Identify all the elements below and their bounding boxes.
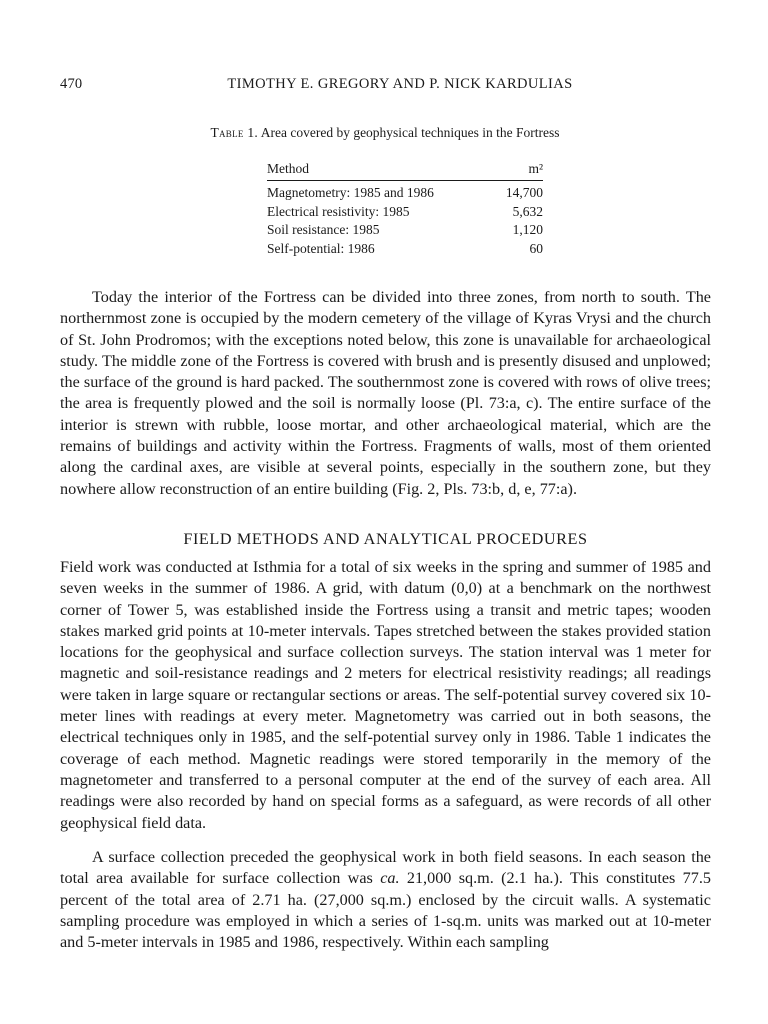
running-title: TIMOTHY E. GREGORY AND P. NICK KARDULIAS bbox=[227, 76, 573, 92]
table-row bbox=[267, 181, 543, 203]
paragraph-zones bbox=[60, 287, 711, 500]
table-cell-area: 60 bbox=[529, 240, 543, 256]
table-row bbox=[267, 221, 543, 240]
table-cell-method: Self-potential: 1986 bbox=[267, 240, 375, 256]
paragraph-field-work-text: Field work was conducted at Isthmia for a total of six weeks in the spring and summer of 1985 and seven weeks in the summer of 1986. A grid, with datum (0,0) at a benchmark on the northwest corner of Tower 5, was established inside the Fortress using a transit and metric tapes; wooden stakes marked grid points at 10-meter intervals. Tapes stretched between the stakes provided station locations for the geophysical and surface collection surveys. The station interval was 1 meter for magnetic and soil-resistance readings and 2 meters for electrical resistivity readings; all readings were taken in large square or rectangular sections or areas. The self-potential survey covered six 10-meter lines with readings at every meter. Magnetometry was carried out in both seasons, the electrical techniques only in 1985, and the self-potential survey only in 1986. Table 1 indicates the coverage of each method. Magnetic readings were stored temporarily in the memory of the magnetometer and transferred to a personal computer at the end of the survey of each area. All readings were also recorded by hand on special forms as a safeguard, as were records of all other geophysical field data. bbox=[60, 558, 711, 832]
paragraph-surface-collection-part-1: A surface collection preceded the geophysical work in both field seasons. In each season the total area available for surface collection was bbox=[60, 848, 711, 888]
paragraph-surface-collection bbox=[60, 847, 711, 953]
paragraph-field-work bbox=[60, 557, 711, 834]
paragraph-surface-collection-italic: ca. bbox=[380, 869, 400, 888]
column-header-method: Method bbox=[267, 160, 493, 181]
table-caption bbox=[60, 125, 710, 141]
running-head bbox=[60, 76, 710, 96]
table-row bbox=[267, 240, 543, 259]
table-caption-label: Table 1. bbox=[210, 125, 259, 140]
column-header-area: m² bbox=[493, 160, 543, 181]
paragraph-surface-collection-part-2: 21,000 sq.m. (2.1 ha.). This constitutes 77.5 percent of the total area of 2.71 ha. (27,000 sq.m.) enclosed by the circuit walls. A systematic sampling procedure was employed in which a series of 1-sq.m. units was marked out at 10-meter and 5-meter intervals in 1985 and 1986, respectively. Within each sampling bbox=[60, 869, 711, 952]
section-heading: FIELD METHODS AND ANALYTICAL PROCEDURES bbox=[183, 530, 588, 548]
table-cell-method: Soil resistance: 1985 bbox=[267, 222, 380, 237]
coverage-table bbox=[267, 160, 543, 258]
table-cell-method: Electrical resistivity: 1985 bbox=[267, 203, 410, 219]
table-cell-area: 5,632 bbox=[512, 203, 543, 219]
paragraph-zones-text: Today the interior of the Fortress can be divided into three zones, from north to south. The northernmost zone is occupied by the modern cemetery of the village of Kyras Vrysi and the church of St. John Prodromos; with the exceptions noted below, this zone is unavailable for archaeological study. The middle zone of the Fortress is covered with brush and is presently disused and unplowed; the surface of the ground is hard packed. The southernmost zone is covered with rows of olive trees; the area is frequently plowed and the soil is normally loose (Pl. 73:a, c). The entire surface of the interior is strewn with rubble, loose mortar, and other archaeological material, which are the remains of buildings and activity within the Fortress. Fragments of walls, most of them oriented along the cardinal axes, are visible at several points, especially in the southern zone, but they nowhere allow reconstruction of an entire building (Fig. 2, Pls. 73:b, d, e, 77:a). bbox=[60, 288, 711, 498]
table-cell-area: 14,700 bbox=[505, 185, 543, 200]
table-caption-text: Area covered by geophysical techniques in the Fortress bbox=[258, 125, 560, 140]
table-row bbox=[267, 203, 543, 222]
paragraph-surface-collection-text bbox=[60, 847, 711, 953]
table-header-row bbox=[267, 160, 543, 181]
table-cell-area: 1,120 bbox=[512, 222, 543, 237]
page-number: 470 bbox=[60, 76, 83, 92]
table-cell-method: Magnetometry: 1985 and 1986 bbox=[267, 185, 434, 200]
